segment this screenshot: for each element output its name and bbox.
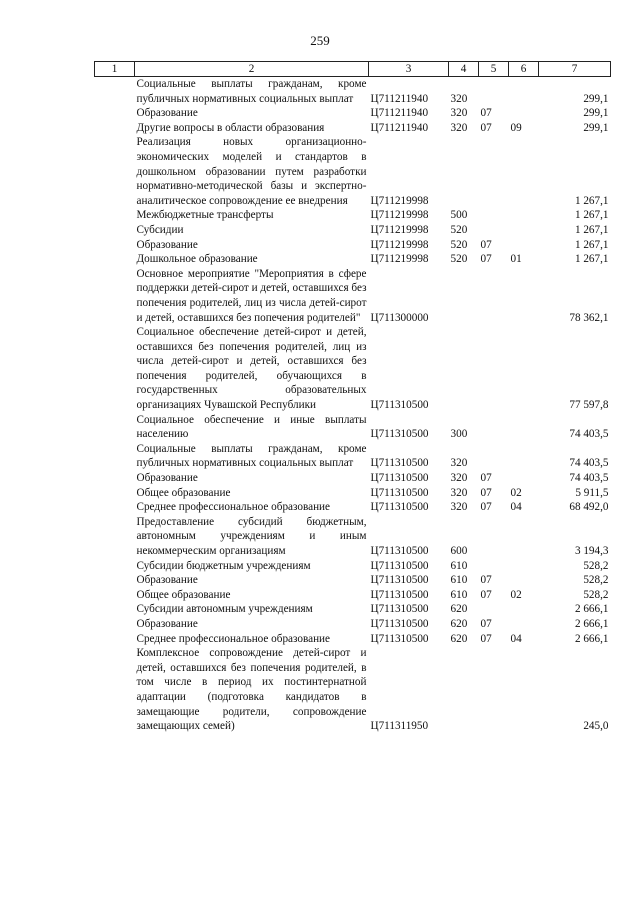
table-row bbox=[95, 500, 611, 515]
row-amount-cell: 1 267,1 bbox=[574, 209, 609, 222]
row-subsection-cell bbox=[509, 442, 539, 471]
empty-cell bbox=[95, 486, 135, 501]
row-subsection-cell bbox=[509, 573, 539, 588]
row-amount-cell: 299,1 bbox=[583, 121, 609, 134]
row-section-cell: 07 bbox=[480, 121, 492, 134]
table-row bbox=[95, 325, 611, 413]
row-name-cell: Среднее профессиональное образование bbox=[136, 501, 331, 514]
row-code-cell: Ц711211940 bbox=[370, 92, 429, 105]
row-subsection-cell bbox=[509, 559, 539, 574]
empty-cell bbox=[95, 617, 135, 632]
row-code-cell: Ц711310500 bbox=[370, 545, 429, 557]
row-subsection-cell bbox=[509, 515, 539, 559]
table-row bbox=[95, 135, 611, 208]
row-expense-type-cell: 610 bbox=[450, 588, 468, 601]
table-row bbox=[95, 267, 611, 325]
row-section-cell bbox=[479, 325, 509, 413]
row-expense-type-cell: 520 bbox=[450, 253, 468, 266]
row-code-cell: Ц711310500 bbox=[370, 603, 429, 616]
row-section-cell bbox=[479, 602, 509, 617]
row-section-cell bbox=[479, 267, 509, 325]
row-expense-type-cell: 620 bbox=[450, 603, 468, 616]
empty-cell bbox=[95, 77, 135, 107]
table-row bbox=[95, 106, 611, 121]
table-row bbox=[95, 573, 611, 588]
table-row bbox=[95, 208, 611, 223]
row-amount-cell: 77 597,8 bbox=[569, 399, 609, 412]
row-expense-type-cell: 620 bbox=[450, 632, 468, 645]
empty-cell bbox=[95, 325, 135, 413]
row-expense-type-cell: 320 bbox=[450, 472, 468, 485]
row-amount-cell: 1 267,1 bbox=[574, 238, 609, 251]
row-name-cell: Среднее профессиональное образование bbox=[136, 632, 331, 645]
row-code-cell: Ц711310500 bbox=[370, 457, 429, 470]
row-code-cell: Ц711211940 bbox=[370, 107, 429, 120]
empty-cell bbox=[95, 252, 135, 267]
row-section-cell: 07 bbox=[480, 617, 492, 630]
row-name-cell: Субсидии бюджетным учреждениям bbox=[136, 559, 311, 572]
row-expense-type-cell: 600 bbox=[450, 545, 468, 557]
column-header-5: 5 bbox=[479, 62, 509, 77]
row-expense-type-cell: 300 bbox=[450, 428, 468, 441]
row-code-cell: Ц711310500 bbox=[370, 501, 429, 514]
empty-cell bbox=[95, 121, 135, 136]
table-row bbox=[95, 121, 611, 136]
row-amount-cell: 3 194,3 bbox=[574, 545, 609, 557]
empty-cell bbox=[95, 632, 135, 647]
row-code-cell: Ц711310500 bbox=[370, 574, 429, 587]
empty-cell bbox=[95, 602, 135, 617]
row-code-cell: Ц711300000 bbox=[370, 311, 429, 324]
row-section-cell bbox=[479, 515, 509, 559]
row-code-cell: Ц711219998 bbox=[370, 223, 429, 236]
row-expense-type-cell bbox=[449, 325, 479, 413]
row-amount-cell: 2 666,1 bbox=[574, 617, 609, 630]
row-subsection-cell bbox=[509, 77, 539, 107]
row-code-cell: Ц711310500 bbox=[370, 472, 429, 485]
header-row bbox=[95, 62, 611, 77]
row-section-cell: 07 bbox=[480, 472, 492, 485]
table-row bbox=[95, 515, 611, 559]
empty-cell bbox=[95, 559, 135, 574]
empty-cell bbox=[95, 135, 135, 208]
row-amount-cell: 2 666,1 bbox=[574, 632, 609, 645]
budget-table bbox=[94, 61, 611, 734]
row-section-cell: 07 bbox=[480, 574, 492, 587]
empty-cell bbox=[95, 588, 135, 603]
row-name-cell: Основное мероприятие "Мероприятия в сфере поддержки детей-сирот и детей, оставшихся без попечения родителей, лиц из числа детей-сирот и детей, оставшихся без попечения родителей" bbox=[136, 267, 367, 324]
row-section-cell: 07 bbox=[480, 632, 492, 645]
row-amount-cell: 528,2 bbox=[583, 588, 609, 601]
empty-cell bbox=[95, 442, 135, 471]
row-name-cell: Социальные выплаты гражданам, кроме публичных нормативных социальных выплат bbox=[136, 442, 367, 470]
row-amount-cell: 299,1 bbox=[583, 92, 609, 105]
row-amount-cell: 528,2 bbox=[583, 559, 609, 572]
row-code-cell: Ц711311950 bbox=[370, 720, 429, 733]
row-code-cell: Ц711310500 bbox=[370, 588, 429, 601]
row-section-cell bbox=[479, 208, 509, 223]
row-expense-type-cell: 320 bbox=[450, 107, 468, 120]
row-code-cell: Ц711219998 bbox=[370, 253, 429, 266]
table-row bbox=[95, 77, 611, 107]
row-name-cell: Другие вопросы в области образования bbox=[136, 121, 325, 134]
row-name-cell: Общее образование bbox=[136, 486, 231, 499]
row-section-cell bbox=[479, 223, 509, 238]
row-section-cell: 07 bbox=[480, 588, 492, 601]
table-row bbox=[95, 559, 611, 574]
row-expense-type-cell: 320 bbox=[450, 501, 468, 514]
row-expense-type-cell: 320 bbox=[450, 121, 468, 134]
row-expense-type-cell bbox=[449, 646, 479, 734]
row-expense-type-cell: 620 bbox=[450, 617, 468, 630]
empty-cell bbox=[95, 223, 135, 238]
table-row bbox=[95, 252, 611, 267]
row-section-cell: 07 bbox=[480, 107, 492, 120]
row-subsection-cell bbox=[509, 646, 539, 734]
empty-cell bbox=[95, 500, 135, 515]
row-amount-cell: 5 911,5 bbox=[575, 486, 609, 499]
row-name-cell: Субсидии bbox=[136, 223, 184, 236]
row-code-cell: Ц711310500 bbox=[370, 428, 429, 441]
table-row bbox=[95, 486, 611, 501]
row-expense-type-cell: 610 bbox=[450, 574, 468, 587]
row-name-cell: Образование bbox=[136, 617, 198, 630]
row-subsection-cell bbox=[509, 602, 539, 617]
table-row bbox=[95, 471, 611, 486]
row-name-cell: Образование bbox=[136, 238, 198, 251]
row-section-cell: 07 bbox=[480, 486, 492, 499]
row-name-cell: Общее образование bbox=[136, 588, 231, 601]
empty-cell bbox=[95, 573, 135, 588]
table-row bbox=[95, 632, 611, 647]
row-subsection-cell bbox=[509, 617, 539, 632]
row-expense-type-cell bbox=[449, 135, 479, 208]
row-expense-type-cell: 320 bbox=[450, 486, 468, 499]
empty-cell bbox=[95, 106, 135, 121]
row-subsection-cell bbox=[509, 267, 539, 325]
row-amount-cell: 299,1 bbox=[583, 107, 609, 120]
row-expense-type-cell: 520 bbox=[450, 238, 468, 251]
row-subsection-cell bbox=[509, 238, 539, 253]
row-code-cell: Ц711310500 bbox=[370, 617, 429, 630]
empty-cell bbox=[95, 646, 135, 734]
row-section-cell bbox=[479, 135, 509, 208]
row-expense-type-cell: 320 bbox=[450, 92, 468, 105]
row-code-cell: Ц711310500 bbox=[370, 632, 429, 645]
table-row bbox=[95, 646, 611, 734]
row-name-cell: Дошкольное образование bbox=[136, 253, 258, 266]
row-name-cell: Реализация новых организационно-экономических моделей и стандартов в дошкольном образовании путем разработки нормативно-методической базы и экспертно-аналитическое сопровождение ее внедрения bbox=[136, 136, 367, 207]
row-code-cell: Ц711219998 bbox=[370, 209, 429, 222]
table-row bbox=[95, 413, 611, 442]
row-section-cell bbox=[479, 413, 509, 442]
row-amount-cell: 528,2 bbox=[583, 574, 609, 587]
row-name-cell: Образование bbox=[136, 107, 198, 120]
row-code-cell: Ц711310500 bbox=[370, 559, 429, 572]
row-amount-cell: 2 666,1 bbox=[574, 603, 609, 616]
row-code-cell: Ц711219998 bbox=[370, 194, 429, 207]
row-subsection-cell: 04 bbox=[510, 632, 522, 645]
row-name-cell: Комплексное сопровождение детей-сирот и детей, оставшихся без попечения родителей, в том числе в период их постинтернатной адаптации (подготовка кандидатов в замещающие родители, сопровождение замещающих семей) bbox=[136, 647, 367, 733]
row-name-cell: Субсидии автономным учреждениям bbox=[136, 603, 313, 616]
empty-cell bbox=[95, 208, 135, 223]
row-amount-cell: 1 267,1 bbox=[574, 194, 609, 207]
row-section-cell bbox=[479, 559, 509, 574]
row-section-cell bbox=[479, 77, 509, 107]
column-header-6: 6 bbox=[509, 62, 539, 77]
row-code-cell: Ц711310500 bbox=[370, 399, 429, 412]
table-body bbox=[95, 77, 611, 734]
row-expense-type-cell: 520 bbox=[450, 223, 468, 236]
empty-cell bbox=[95, 515, 135, 559]
table-row bbox=[95, 238, 611, 253]
table-header bbox=[95, 62, 611, 77]
table-row bbox=[95, 602, 611, 617]
row-section-cell: 07 bbox=[480, 253, 492, 266]
row-name-cell: Социальное обеспечение детей-сирот и детей, оставшихся без попечения родителей, лиц из числа детей-сирот и детей, оставшихся без попечения родителей, обучающихся в государственных образовательных организациях Чувашской Республики bbox=[136, 326, 367, 412]
row-subsection-cell bbox=[509, 208, 539, 223]
row-subsection-cell: 01 bbox=[510, 253, 522, 266]
row-name-cell: Образование bbox=[136, 574, 198, 587]
row-amount-cell: 245,0 bbox=[583, 720, 609, 733]
column-header-1: 1 bbox=[95, 62, 135, 77]
empty-cell bbox=[95, 471, 135, 486]
row-amount-cell: 78 362,1 bbox=[569, 311, 609, 324]
row-subsection-cell: 02 bbox=[510, 486, 522, 499]
table-row bbox=[95, 223, 611, 238]
column-header-2: 2 bbox=[135, 62, 369, 77]
row-subsection-cell: 09 bbox=[510, 121, 522, 134]
row-code-cell: Ц711219998 bbox=[370, 238, 429, 251]
row-code-cell: Ц711211940 bbox=[370, 121, 429, 134]
empty-cell bbox=[95, 238, 135, 253]
row-amount-cell: 74 403,5 bbox=[569, 428, 609, 441]
row-amount-cell: 74 403,5 bbox=[569, 457, 609, 470]
row-section-cell: 07 bbox=[480, 501, 492, 514]
row-amount-cell: 74 403,5 bbox=[569, 472, 609, 485]
row-expense-type-cell: 320 bbox=[450, 457, 468, 470]
column-header-3: 3 bbox=[369, 62, 449, 77]
row-name-cell: Социальное обеспечение и иные выплаты населению bbox=[136, 413, 367, 441]
column-header-7: 7 bbox=[539, 62, 611, 77]
row-code-cell: Ц711310500 bbox=[370, 486, 429, 499]
row-name-cell: Предоставление субсидий бюджетным, автономным учреждениям и иным некоммерческим организациям bbox=[136, 515, 367, 557]
row-expense-type-cell: 500 bbox=[450, 209, 468, 222]
row-subsection-cell bbox=[509, 106, 539, 121]
row-expense-type-cell bbox=[449, 267, 479, 325]
row-subsection-cell bbox=[509, 471, 539, 486]
row-section-cell bbox=[479, 442, 509, 471]
row-amount-cell: 1 267,1 bbox=[574, 223, 609, 236]
row-name-cell: Межбюджетные трансферты bbox=[136, 209, 274, 222]
empty-cell bbox=[95, 267, 135, 325]
table-row bbox=[95, 588, 611, 603]
table-row bbox=[95, 442, 611, 471]
row-name-cell: Образование bbox=[136, 472, 198, 485]
row-subsection-cell bbox=[509, 135, 539, 208]
row-expense-type-cell: 610 bbox=[450, 559, 468, 572]
column-header-4: 4 bbox=[449, 62, 479, 77]
row-subsection-cell bbox=[509, 223, 539, 238]
row-subsection-cell bbox=[509, 325, 539, 413]
page-number: 259 bbox=[310, 33, 330, 48]
empty-cell bbox=[95, 413, 135, 442]
row-subsection-cell bbox=[509, 413, 539, 442]
table-row bbox=[95, 617, 611, 632]
row-name-cell: Социальные выплаты гражданам, кроме публичных нормативных социальных выплат bbox=[136, 78, 367, 105]
row-section-cell bbox=[479, 646, 509, 734]
row-section-cell: 07 bbox=[480, 238, 492, 251]
row-amount-cell: 1 267,1 bbox=[574, 253, 609, 266]
row-subsection-cell: 02 bbox=[510, 588, 522, 601]
row-subsection-cell: 04 bbox=[510, 501, 522, 514]
row-amount-cell: 68 492,0 bbox=[569, 501, 609, 514]
